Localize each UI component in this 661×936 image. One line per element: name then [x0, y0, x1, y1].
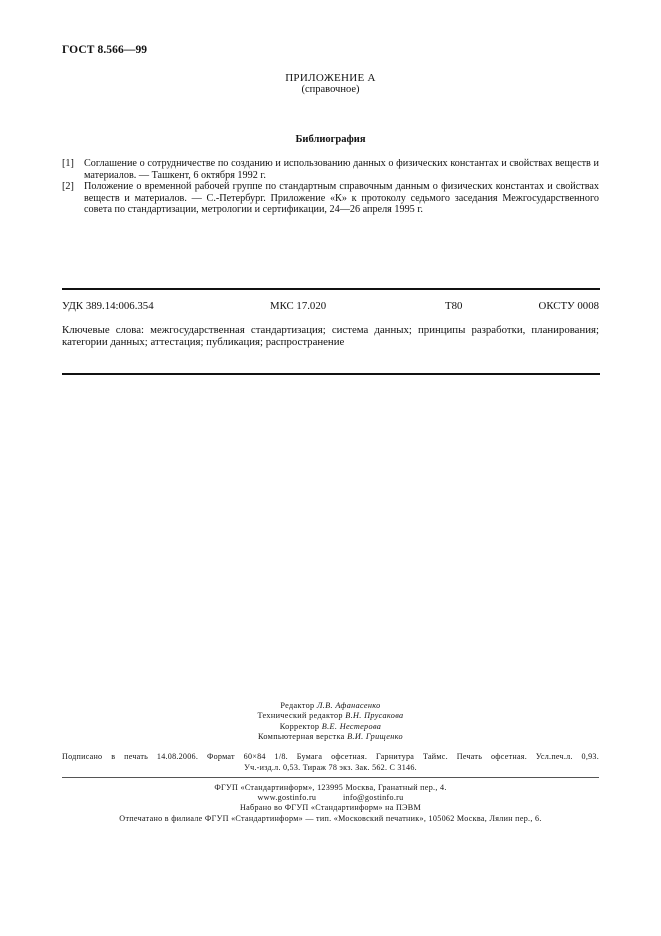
divider-top	[62, 288, 600, 290]
document-code: ГОСТ 8.566—99	[62, 44, 148, 56]
credit-name: В.Н. Прусакова	[345, 711, 404, 721]
printing-note: Отпечатано в филиале ФГУП «Стандартинформ» — тип. «Московский печатник», 105062 Москва, Лялин пер., 6.	[119, 813, 542, 823]
bibliography-item-text: Положение о временной рабочей группе по стандартным справочным данным о физических константах и свойствах веществ и материалов. — С.-Петербург. Приложение «К» к протоколу седьмого заседания Межгосударственного совета по стандартизации, метрологии и сертификации, 24—26 апреля 1995 г.	[84, 181, 599, 216]
imprint-divider	[62, 777, 599, 778]
credits	[62, 701, 599, 743]
appendix-subtitle: (справочное)	[301, 84, 360, 95]
bibliography-item-number: [2]	[62, 181, 74, 193]
credit-line	[62, 722, 599, 732]
bibliography-title: Библиография	[295, 134, 366, 145]
credit-role: Технический редактор	[257, 711, 343, 721]
appendix-title: ПРИЛОЖЕНИЕ А	[285, 72, 376, 84]
imprint	[62, 752, 599, 774]
bibliography-list	[62, 158, 599, 216]
bibliography-item-text: Соглашение о сотрудничестве по созданию и использованию данных о физических константах и свойствах веществ и материалов. — Ташкент, 6 октября 1992 г.	[84, 158, 599, 181]
divider-bottom	[62, 373, 600, 375]
imprint-line-2: Уч.-изд.л. 0,53. Тираж 78 экз. Зак. 562. С 3146.	[244, 762, 417, 772]
okstu-code: ОКСТУ 0008	[538, 300, 599, 312]
bibliography-item	[62, 158, 599, 181]
udk-code: УДК 389.14:006.354	[62, 300, 154, 312]
credit-line	[62, 701, 599, 711]
imprint-line-1: Подписано в печать 14.08.2006. Формат 60×84 1/8. Бумага офсетная. Гарнитура Таймс. Печать офсетная. Усл.печ.л. 0,93.	[62, 752, 599, 761]
publisher-contacts	[62, 793, 599, 803]
credit-name: Л.В. Афанасенко	[316, 701, 381, 710]
credit-name: В.Е. Нестерова	[321, 721, 382, 731]
credit-role: Корректор	[279, 721, 320, 731]
credit-name: В.И. Грищенко	[347, 732, 403, 742]
publisher-website[interactable]: www.gostinfo.ru	[257, 793, 317, 803]
keywords: Ключевые слова: межгосударственная стандартизация; система данных; принципы разработки, планирования; категории данных; аттестация; публикация; распространение	[62, 324, 599, 349]
mks-code: МКС 17.020	[270, 300, 327, 312]
credit-line	[62, 732, 599, 742]
bibliography-item	[62, 181, 599, 216]
publisher-email[interactable]: info@gostinfo.ru	[342, 793, 404, 803]
credit-role: Компьютерная верстка	[257, 732, 345, 742]
classification-row	[62, 300, 599, 314]
typesetting-note: Набрано во ФГУП «Стандартинформ» на ПЭВМ	[240, 803, 421, 813]
credit-role: Редактор	[280, 701, 315, 710]
publisher-info	[62, 783, 599, 824]
t-code: Т80	[445, 300, 463, 312]
publisher-address: ФГУП «Стандартинформ», 123995 Москва, Гранатный пер., 4.	[214, 783, 447, 792]
bibliography-item-number: [1]	[62, 158, 74, 169]
credit-line	[62, 711, 599, 721]
